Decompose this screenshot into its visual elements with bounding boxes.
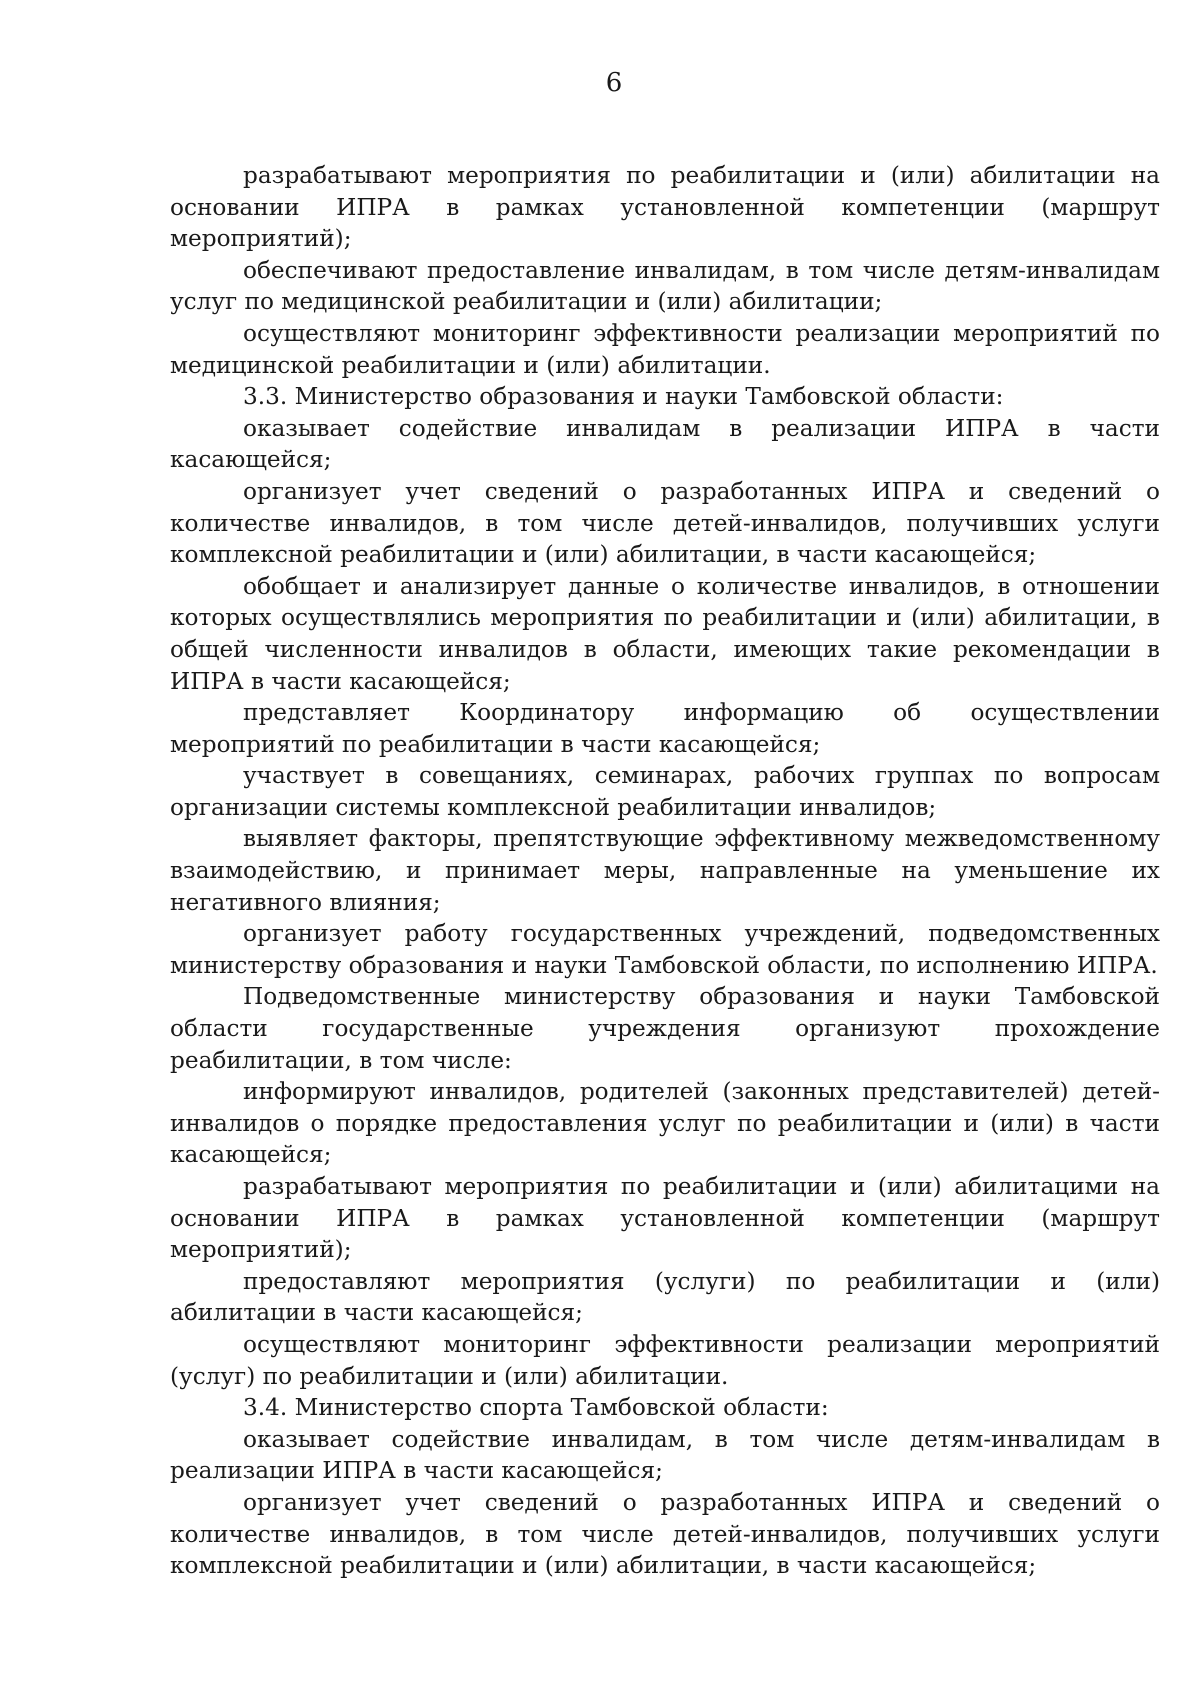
- paragraph: выявляет факторы, препятствующие эффективному межведомственному взаимодействию, и принимает меры, направленные на уменьшение их негативного влияния;: [170, 825, 1160, 916]
- paragraph: организует учет сведений о разработанных ИПРА и сведений о количестве инвалидов, в том числе детей-инвалидов, получивших услуги комплексной реабилитации и (или) абилитации, в части касающейся;: [170, 1488, 1160, 1580]
- paragraph: предоставляют мероприятия (услуги) по реабилитации и (или) абилитации в части касающейся;: [170, 1267, 1160, 1327]
- paragraph: информируют инвалидов, родителей (законных представителей) детей-инвалидов о порядке предоставления услуг по реабилитации и (или) в части касающейся;: [170, 1078, 1160, 1169]
- paragraph: осуществляют мониторинг эффективности реализации мероприятий (услуг) по реабилитации и (или) абилитации.: [170, 1330, 1160, 1390]
- paragraph: осуществляют мониторинг эффективности реализации мероприятий по медицинской реабилитации и (или) абилитации.: [170, 319, 1160, 379]
- paragraph: Подведомственные министерству образования и науки Тамбовской области государственные учреждения организуют прохождение реабилитации, в том числе:: [170, 983, 1160, 1074]
- paragraph: обобщает и анализирует данные о количестве инвалидов, в отношении которых осуществлялись мероприятия по реабилитации и (или) абилитации, в общей численности инвалидов в области, имеющих такие рекомендации в ИПРА в части касающейся;: [170, 572, 1160, 695]
- document-body: [170, 160, 1160, 1582]
- paragraph: организует учет сведений о разработанных ИПРА и сведений о количестве инвалидов, в том числе детей-инвалидов, получивших услуги комплексной реабилитации и (или) абилитации, в части касающейся;: [170, 477, 1160, 569]
- paragraph: оказывает содействие инвалидам, в том числе детям-инвалидам в реализации ИПРА в части касающейся;: [170, 1425, 1160, 1485]
- paragraph: организует работу государственных учреждений, подведомственных министерству образования и науки Тамбовской области, по исполнению ИПРА.: [170, 920, 1160, 979]
- paragraph: участвует в совещаниях, семинарах, рабочих группах по вопросам организации системы комплексной реабилитации инвалидов;: [170, 762, 1160, 821]
- paragraph: разрабатывают мероприятия по реабилитации и (или) абилитации на основании ИПРА в рамках установленной компетенции (маршрут мероприятий);: [170, 162, 1160, 253]
- page-number: 6: [605, 68, 623, 98]
- section-heading: 3.3. Министерство образования и науки Тамбовской области:: [243, 383, 1004, 411]
- paragraph: обеспечивают предоставление инвалидам, в том числе детям-инвалидам услуг по медицинской реабилитации и (или) абилитации;: [170, 256, 1160, 316]
- section-heading: 3.4. Министерство спорта Тамбовской области:: [243, 1394, 829, 1422]
- paragraph: представляет Координатору информацию об осуществлении мероприятий по реабилитации в части касающейся;: [170, 699, 1160, 758]
- paragraph: разрабатывают мероприятия по реабилитации и (или) абилитацими на основании ИПРА в рамках установленной компетенции (маршрут мероприятий);: [170, 1173, 1160, 1264]
- paragraph: оказывает содействие инвалидам в реализации ИПРА в части касающейся;: [170, 414, 1160, 474]
